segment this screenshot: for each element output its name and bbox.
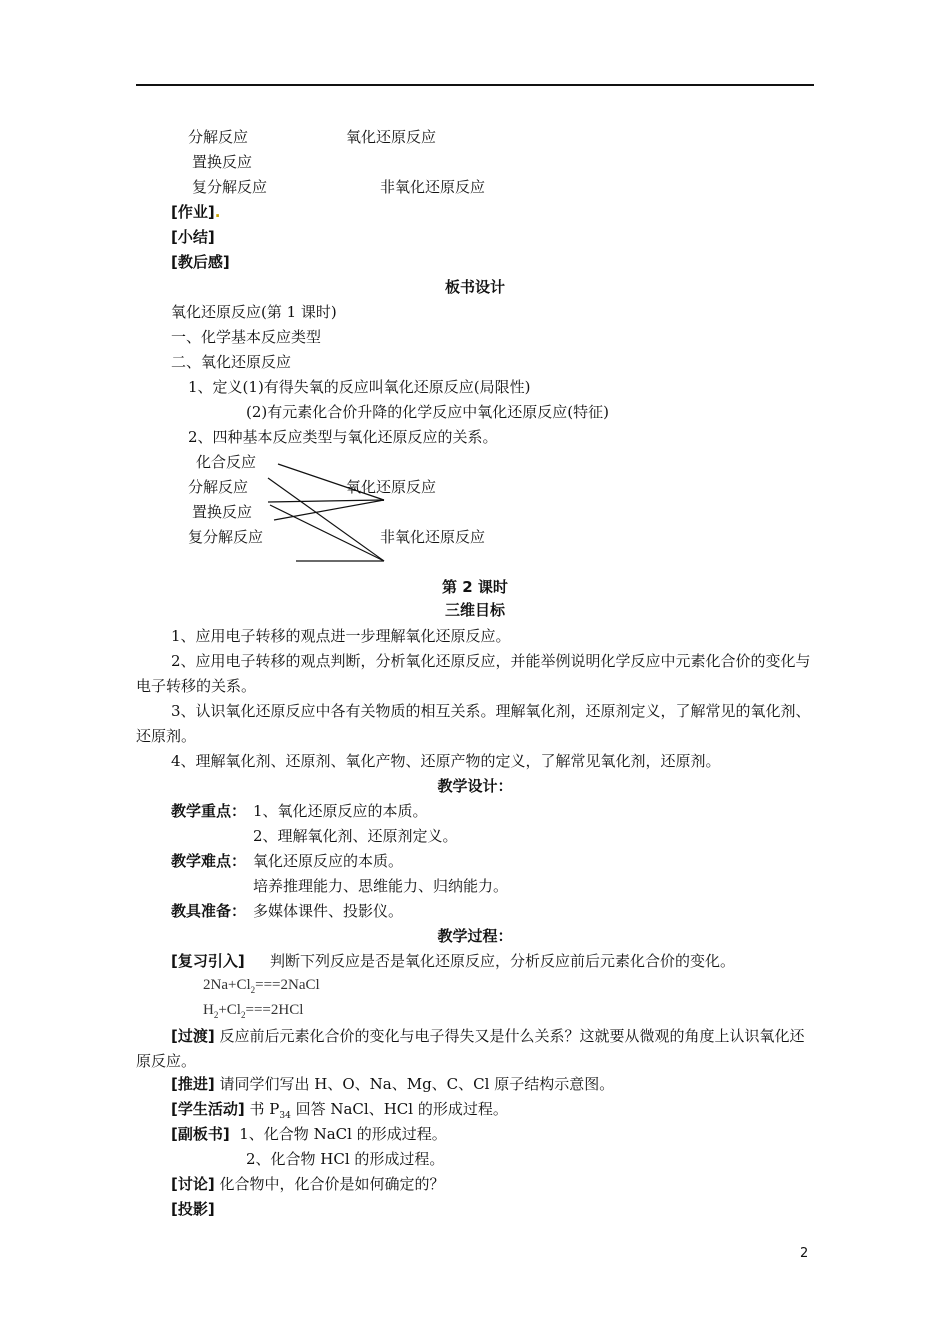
diagram-double-decomposition-label: 复分解反应 xyxy=(188,528,264,546)
connector-line xyxy=(270,505,384,561)
projection-heading: [投影] xyxy=(171,1200,215,1218)
difficulty-2: 培养推理能力、思维能力、归纳能力。 xyxy=(253,877,509,895)
transition-paragraph: [过渡] 反应前后元素化合价的变化与电子得失又是什么关系？这就要从微观的角度上认识氧化还原反应。 xyxy=(136,1027,805,1070)
board-design-heading: 板书设计 xyxy=(444,278,505,296)
equation-2: $H_2+Cl_2===2HCl$ xyxy=(203,1002,304,1020)
objective-4: 4、理解氧化剂、还原剂、氧化产物、还原产物的定义，了解常见氧化剂，还原剂。 xyxy=(171,752,721,770)
board-line-definition: 1、定义(1)有得失氧的反应叫氧化还原反应(局限性) xyxy=(188,378,531,396)
diagram-non-redox-label: 非氧化还原反应 xyxy=(380,528,486,546)
diagram-combination-label: 化合反应 xyxy=(196,453,257,471)
homework-heading: [作业]. xyxy=(171,203,221,221)
objective-2: 2、应用电子转移的观点判断，分析氧化还原反应，并能举例说明化学反应中元素化合价的变化与电子转移的关系。 xyxy=(136,652,811,695)
summary-heading: [小结] xyxy=(171,228,215,246)
top-double-decomposition-label: 复分解反应 xyxy=(192,178,268,196)
board-line-relation: 2、四种基本反应类型与氧化还原反应的关系。 xyxy=(188,428,498,446)
advance-line: [推进] 请同学们写出 H、O、Na、Mg、C、Cl 原子结构示意图。 xyxy=(171,1075,615,1093)
tools-label: 教具准备： xyxy=(171,902,247,920)
teaching-process-heading: 教学过程： xyxy=(437,927,513,945)
objective-1: 1、应用电子转移的观点进一步理解氧化还原反应。 xyxy=(171,627,511,645)
review-text: 判断下列反应是否是氧化还原反应，分析反应前后元素化合价的变化。 xyxy=(270,952,736,970)
connector-line xyxy=(268,478,384,561)
diagram-displacement-label: 置换反应 xyxy=(192,503,253,521)
board-line-definition-2: (2)有元素化合价升降的化学反应中氧化还原反应(特征) xyxy=(246,403,609,421)
lesson2-heading: 第 2 课时 xyxy=(442,578,508,596)
connector-line xyxy=(278,464,384,500)
top-decomposition-label: 分解反应 xyxy=(188,128,249,146)
reflection-heading: [教后感] xyxy=(171,253,230,271)
tools-text: 多媒体课件、投影仪。 xyxy=(253,902,404,920)
objectives-heading: 三维目标 xyxy=(444,601,505,619)
board-line-basic-types: 一、化学基本反应类型 xyxy=(171,328,322,346)
equation-1: $2Na+Cl_2===2NaCl$ xyxy=(203,977,320,995)
diagram-redox-label: 氧化还原反应 xyxy=(346,478,437,496)
review-label: [复习引入] xyxy=(171,952,245,970)
page-number: 2 xyxy=(800,1246,809,1261)
teaching-design-heading: 教学设计： xyxy=(437,777,513,795)
difficulty-1: 氧化还原反应的本质。 xyxy=(253,852,404,870)
board-line-title: 氧化还原反应(第 1 课时) xyxy=(171,303,337,321)
key-points-label: 教学重点： xyxy=(171,802,247,820)
difficulty-label: 教学难点： xyxy=(171,852,247,870)
connector-line xyxy=(268,500,384,502)
diagram-decomposition-label: 分解反应 xyxy=(188,478,249,496)
sub-board-line-2: 2、化合物 HCl 的形成过程。 xyxy=(246,1150,445,1168)
student-activity-line: [学生活动] 书 $P_{34}$ 回答 NaCl、HCl 的形成过程。 xyxy=(171,1100,508,1121)
discussion-line: [讨论] 化合物中，化合价是如何确定的？ xyxy=(171,1175,445,1193)
top-non-redox-label: 非氧化还原反应 xyxy=(380,178,486,196)
key-point-1: 1、氧化还原反应的本质。 xyxy=(253,802,428,820)
objective-3: 3、认识氧化还原反应中各有关物质的相互关系。理解氧化剂，还原剂定义，了解常见的氧化剂、还原剂。 xyxy=(136,702,811,745)
top-redox-label: 氧化还原反应 xyxy=(346,128,437,146)
sub-board-line: [副板书] 1、化合物 NaCl 的形成过程。 xyxy=(171,1125,447,1143)
key-point-2: 2、理解氧化剂、还原剂定义。 xyxy=(253,827,458,845)
top-displacement-label: 置换反应 xyxy=(192,153,253,171)
connector-line xyxy=(274,500,384,520)
board-line-redox: 二、氧化还原反应 xyxy=(171,353,292,371)
